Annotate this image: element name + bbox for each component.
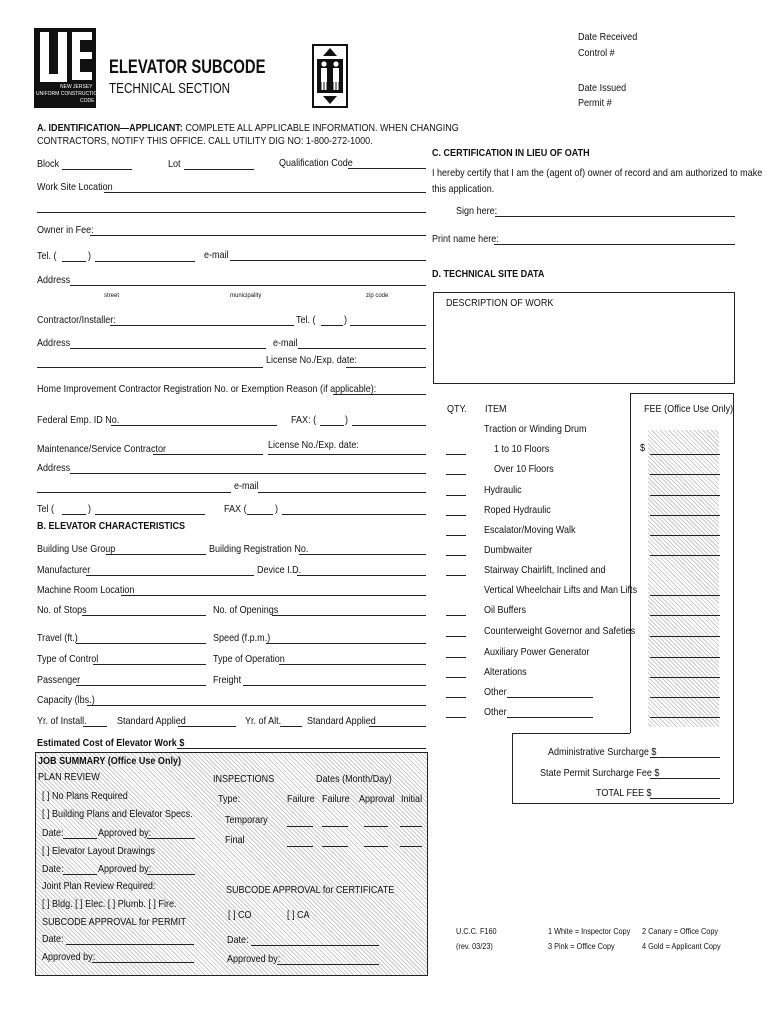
lot-field[interactable] [184, 169, 254, 170]
date-received-label: Date Received [578, 31, 638, 43]
permit-date-field[interactable] [66, 944, 194, 945]
fax-label: FAX: ( [291, 414, 317, 426]
std-applied-field[interactable] [178, 726, 236, 727]
copy-1: 1 White = Inspector Copy [548, 926, 631, 936]
maintenance-fax-label: FAX ( [224, 503, 247, 515]
building-use-field[interactable] [106, 554, 206, 555]
fee-field[interactable] [650, 595, 720, 596]
tel-label: Tel. ( [37, 250, 57, 262]
permit-date-label: Date: [42, 933, 64, 945]
maintenance-tel-label: Tel ( [37, 503, 55, 515]
fee-frame-close [733, 733, 734, 803]
fee-item-label: Stairway Chairlift, Inclined and [484, 564, 606, 576]
permit-approved-by-field[interactable] [92, 962, 194, 963]
state-surcharge-field[interactable] [650, 778, 720, 779]
fee-frame-bottom [512, 803, 733, 804]
subcode-certificate-label: SUBCODE APPROVAL for CERTIFICATE [226, 884, 395, 896]
estimated-cost-label: Estimated Cost of Elevator Work $ [37, 737, 185, 749]
final-initial-field[interactable] [400, 846, 422, 847]
maintenance-fax-area-field[interactable] [247, 514, 273, 515]
home-improvement-label: Home Improvement Contractor Registration No. or Exemption Reason (if applicable): [37, 383, 377, 395]
street-caption: street [104, 293, 120, 299]
fein-label: Federal Emp. ID No. [37, 414, 120, 426]
description-of-work-label: DESCRIPTION OF WORK [446, 297, 554, 309]
fee-frame-join [512, 733, 630, 734]
fee-field[interactable] [650, 677, 720, 678]
work-site-field[interactable] [104, 192, 426, 193]
passenger-field[interactable] [76, 685, 206, 686]
email-field[interactable] [230, 260, 426, 261]
fee-item-label: Counterweight Governor and Safeties [484, 625, 636, 637]
license-field[interactable] [346, 367, 426, 368]
inspection-type-label: Type: [218, 793, 241, 805]
zip-caption: zip code [366, 293, 389, 299]
certificate-approved-by-field[interactable] [277, 964, 379, 965]
final-approval-field[interactable] [364, 846, 388, 847]
block-field[interactable] [62, 169, 132, 170]
municipality-caption: municipality [230, 293, 262, 299]
control-label: Type of Control [37, 653, 99, 665]
fee-field[interactable] [650, 555, 720, 556]
tel-area-field[interactable] [62, 261, 86, 262]
qty-field[interactable] [446, 657, 466, 658]
no-plans-checkbox[interactable]: [ ] No Plans Required [42, 790, 128, 802]
form-number: U.C.C. F160 [456, 926, 497, 936]
signature-field[interactable] [495, 216, 735, 217]
capacity-label: Capacity (lbs.) [37, 694, 95, 706]
subcode-permit-label: SUBCODE APPROVAL for PERMIT [42, 916, 187, 928]
qty-field[interactable] [446, 717, 466, 718]
joint-review-label: Joint Plan Review Required: [42, 880, 156, 892]
other-description-field[interactable] [507, 717, 593, 718]
fee-item-label: Traction or Winding Drum [484, 423, 587, 435]
qty-header: QTY. [447, 403, 467, 415]
device-id-field[interactable] [297, 575, 426, 576]
manufacturer-label: Manufacturer [37, 564, 91, 576]
fee-item-label: Roped Hydraulic [484, 504, 551, 516]
total-fee-label: TOTAL FEE $ [596, 787, 652, 799]
section-a-instructions-2: CONTRACTORS, NOTIFY THIS OFFICE. CALL UTILITY DIG NO: 1-800-272-1000. [37, 135, 373, 147]
tel-close: ) [88, 250, 92, 262]
building-reg-label: Building Registration No. [209, 543, 309, 555]
fee-frame-stem [512, 733, 513, 803]
qty-field[interactable] [446, 515, 466, 516]
work-site-field-2[interactable] [37, 212, 426, 213]
license-2-field[interactable] [268, 454, 426, 455]
freight-field[interactable] [243, 685, 426, 686]
contractor-tel-label: Tel. ( [296, 314, 316, 326]
yr-alt-label: Yr. of Alt. [245, 715, 282, 727]
contractor-label: Contractor/Installer: [37, 314, 116, 326]
maintenance-fax-close: ) [275, 503, 279, 515]
contractor-address-label: Address [37, 337, 71, 349]
fee-header: FEE (Office Use Only) [644, 403, 734, 415]
print-name-field[interactable] [494, 244, 735, 245]
device-id-label: Device I.D. [257, 564, 302, 576]
fee-frame-right [733, 393, 734, 733]
fee-item-label: Alterations [484, 666, 527, 678]
contractor-email-label: e-mail [273, 337, 298, 349]
contractor-email-field[interactable] [298, 348, 426, 349]
permit-number-label: Permit # [578, 97, 612, 109]
elevator-icon [312, 44, 348, 108]
maintenance-label: Maintenance/Service Contractor [37, 443, 166, 455]
qty-field[interactable] [446, 636, 466, 637]
approval-label: Approval [359, 793, 395, 805]
capacity-field[interactable] [87, 705, 426, 706]
maintenance-address-label: Address [37, 462, 71, 474]
building-use-label: Building Use Group [37, 543, 116, 555]
estimated-cost-field[interactable] [177, 748, 426, 749]
temporary-failure-2-field[interactable] [322, 826, 348, 827]
plans-approved-by-label: Approved by: [98, 827, 152, 839]
openings-label: No. of Openings [213, 604, 279, 616]
fee-item-label: 1 to 10 Floors [494, 443, 550, 455]
openings-field[interactable] [272, 615, 426, 616]
page-subtitle: TECHNICAL SECTION [109, 80, 231, 97]
layout-approved-by-label: Approved by: [98, 863, 152, 875]
fee-field[interactable] [650, 615, 720, 616]
plans-date-label: Date: [42, 827, 64, 839]
section-c-heading: C. CERTIFICATION IN LIEU OF OATH [432, 147, 590, 159]
section-b-heading: B. ELEVATOR CHARACTERISTICS [37, 520, 186, 532]
fee-field[interactable] [650, 474, 720, 475]
owner-field[interactable] [90, 235, 426, 236]
fee-item-label: Oil Buffers [484, 604, 526, 616]
final-failure-1-field[interactable] [287, 846, 313, 847]
copy-3: 3 Pink = Office Copy [548, 941, 615, 951]
std-applied-2-field[interactable] [369, 726, 426, 727]
administrative-surcharge-field[interactable] [650, 757, 720, 758]
fee-item-label: Auxiliary Power Generator [484, 646, 590, 658]
operation-label: Type of Operation [213, 653, 285, 665]
maintenance-fax-field[interactable] [282, 514, 426, 515]
fax-close: ) [345, 414, 349, 426]
ucc-logo [34, 28, 101, 108]
machine-room-label: Machine Room Location [37, 584, 135, 596]
fein-field[interactable] [111, 425, 277, 426]
qty-field[interactable] [446, 697, 466, 698]
page-title: ELEVATOR SUBCODE [109, 57, 266, 78]
failure-2-label: Failure [322, 793, 350, 805]
contractor-address-field[interactable] [70, 348, 266, 349]
joint-review-options[interactable]: [ ] Bldg. [ ] Elec. [ ] Plumb. [ ] Fire. [42, 898, 177, 910]
form-revision: (rev. 03/23) [456, 941, 493, 951]
std-applied-label: Standard Applied [117, 715, 186, 727]
copy-4: 4 Gold = Applicant Copy [642, 941, 721, 951]
contractor-field[interactable] [110, 325, 294, 326]
total-fee-field[interactable] [650, 798, 720, 799]
fee-item-label: Over 10 Floors [494, 463, 554, 475]
layout-date-field[interactable] [63, 874, 97, 875]
control-field[interactable] [93, 664, 206, 665]
certificate-approved-by-label: Approved by: [227, 953, 281, 965]
maintenance-address-field[interactable] [70, 473, 426, 474]
temporary-failure-1-field[interactable] [287, 826, 313, 827]
certificate-date-label: Date: [227, 934, 249, 946]
machine-room-field[interactable] [121, 595, 426, 596]
speed-field[interactable] [266, 643, 426, 644]
inspection-dates-label: Dates (Month/Day) [316, 773, 392, 785]
fee-field[interactable] [650, 657, 720, 658]
license-2-label: License No./Exp. date: [268, 439, 359, 451]
email-label: e-mail [204, 249, 229, 261]
other-description-field[interactable] [507, 697, 593, 698]
address-label: Address [37, 274, 71, 286]
fee-field[interactable] [650, 495, 720, 496]
contractor-tel-area-field[interactable] [321, 325, 343, 326]
work-site-label: Work Site Location [37, 181, 113, 193]
speed-label: Speed (f.p.m.) [213, 632, 271, 644]
qty-field[interactable] [446, 454, 466, 455]
layout-date-label: Date: [42, 863, 64, 875]
final-label: Final [225, 834, 245, 846]
logo-line-1: NEW JERSEY [60, 84, 93, 90]
fee-frame-top [630, 393, 734, 394]
fee-field[interactable] [650, 697, 720, 698]
section-a-title: A. IDENTIFICATION—APPLICANT: [37, 122, 183, 134]
fee-item-label: Hydraulic [484, 484, 522, 496]
failure-1-label: Failure [287, 793, 315, 805]
plans-date-field[interactable] [63, 838, 97, 839]
fee-frame-left [630, 393, 631, 733]
state-surcharge-label: State Permit Surcharge Fee $ [540, 767, 660, 779]
qty-field[interactable] [446, 555, 466, 556]
contractor-tel-close: ) [344, 314, 348, 326]
maintenance-tel-field[interactable] [95, 514, 205, 515]
qty-field[interactable] [446, 615, 466, 616]
layout-checkbox[interactable]: [ ] Elevator Layout Drawings [42, 845, 155, 857]
contractor-address-field-2[interactable] [37, 367, 263, 368]
certificate-date-field[interactable] [251, 945, 379, 946]
fee-field[interactable] [650, 717, 720, 718]
yr-install-field[interactable] [83, 726, 107, 727]
qty-field[interactable] [446, 575, 466, 576]
initial-label: Initial [401, 793, 423, 805]
plan-review-label: PLAN REVIEW [38, 771, 100, 783]
fee-dollar-sign: $ [640, 442, 646, 454]
contractor-tel-field[interactable] [350, 325, 426, 326]
administrative-surcharge-label: Administrative Surcharge $ [548, 746, 657, 758]
logo-line-2: UNIFORM CONSTRUCTION [36, 91, 101, 97]
qty-field[interactable] [446, 677, 466, 678]
fax-area-field[interactable] [320, 425, 344, 426]
fee-field[interactable] [650, 515, 720, 516]
block-label: Block [37, 158, 60, 170]
lot-label: Lot [168, 158, 181, 170]
print-name-label: Print name here: [432, 233, 499, 245]
section-a-heading [37, 122, 459, 134]
fee-item-label: Escalator/Moving Walk [484, 524, 576, 536]
fee-field[interactable] [650, 454, 720, 455]
plans-approved-by-field[interactable] [147, 838, 195, 839]
operation-field[interactable] [279, 664, 426, 665]
qty-field[interactable] [446, 535, 466, 536]
yr-alt-field[interactable] [280, 726, 302, 727]
permit-approved-by-label: Approved by: [42, 951, 96, 963]
fee-item-label: Other [484, 686, 507, 698]
maintenance-address-field-2[interactable] [37, 492, 231, 493]
co-checkbox[interactable]: [ ] CO [228, 909, 252, 921]
final-failure-2-field[interactable] [322, 846, 348, 847]
fee-field[interactable] [650, 636, 720, 637]
maintenance-email-field[interactable] [258, 492, 426, 493]
manufacturer-field[interactable] [86, 575, 254, 576]
std-applied-2-label: Standard Applied [307, 715, 376, 727]
home-improvement-field[interactable] [333, 394, 426, 395]
section-a-instructions: COMPLETE ALL APPLICABLE INFORMATION. WHEN CHANGING [182, 122, 459, 134]
yr-install-label: Yr. of Install. [37, 715, 87, 727]
license-label: License No./Exp. date: [266, 354, 357, 366]
passenger-label: Passenger [37, 674, 81, 686]
fee-item-label: Other [484, 706, 507, 718]
logo-line-3: CODE [80, 98, 95, 104]
travel-label: Travel (ft.) [37, 632, 78, 644]
layout-approved-by-field[interactable] [147, 874, 195, 875]
item-header: ITEM [485, 403, 507, 415]
certification-text-1: I hereby certify that I am the (agent of) owner of record and am authorized to make [432, 167, 763, 179]
job-summary-heading: JOB SUMMARY (Office Use Only) [38, 755, 182, 767]
qty-field[interactable] [446, 474, 466, 475]
tel-field[interactable] [95, 261, 195, 262]
fee-item-label: Vertical Wheelchair Lifts and Man Lifts [484, 584, 638, 596]
travel-field[interactable] [76, 643, 206, 644]
fee-item-label: Dumbwaiter [484, 544, 533, 556]
temporary-label: Temporary [225, 814, 268, 826]
fax-field[interactable] [352, 425, 426, 426]
date-issued-label: Date Issued [578, 82, 627, 94]
freight-label: Freight [213, 674, 242, 686]
temporary-approval-field[interactable] [364, 826, 388, 827]
maintenance-tel-close: ) [88, 503, 92, 515]
certification-text-2: this application. [432, 183, 495, 195]
building-reg-field[interactable] [299, 554, 426, 555]
qualification-code-label: Qualification Code [279, 157, 353, 169]
fee-field[interactable] [650, 535, 720, 536]
maintenance-email-label: e-mail [234, 480, 259, 492]
copy-2: 2 Canary = Office Copy [642, 926, 719, 936]
qualification-code-field[interactable] [348, 168, 426, 169]
section-d-heading: D. TECHNICAL SITE DATA [432, 268, 545, 280]
qty-field[interactable] [446, 495, 466, 496]
ca-checkbox[interactable]: [ ] CA [287, 909, 310, 921]
temporary-initial-field[interactable] [400, 826, 422, 827]
stops-field[interactable] [82, 615, 206, 616]
maintenance-tel-area-field[interactable] [62, 514, 86, 515]
address-field[interactable] [70, 285, 426, 286]
owner-label: Owner in Fee: [37, 224, 94, 236]
control-number-label: Control # [578, 47, 615, 59]
inspections-label: INSPECTIONS [213, 773, 275, 785]
building-plans-checkbox[interactable]: [ ] Building Plans and Elevator Specs. [42, 808, 193, 820]
maintenance-field[interactable] [153, 454, 263, 455]
stops-label: No. of Stops [37, 604, 87, 616]
sign-here-label: Sign here: [456, 205, 498, 217]
